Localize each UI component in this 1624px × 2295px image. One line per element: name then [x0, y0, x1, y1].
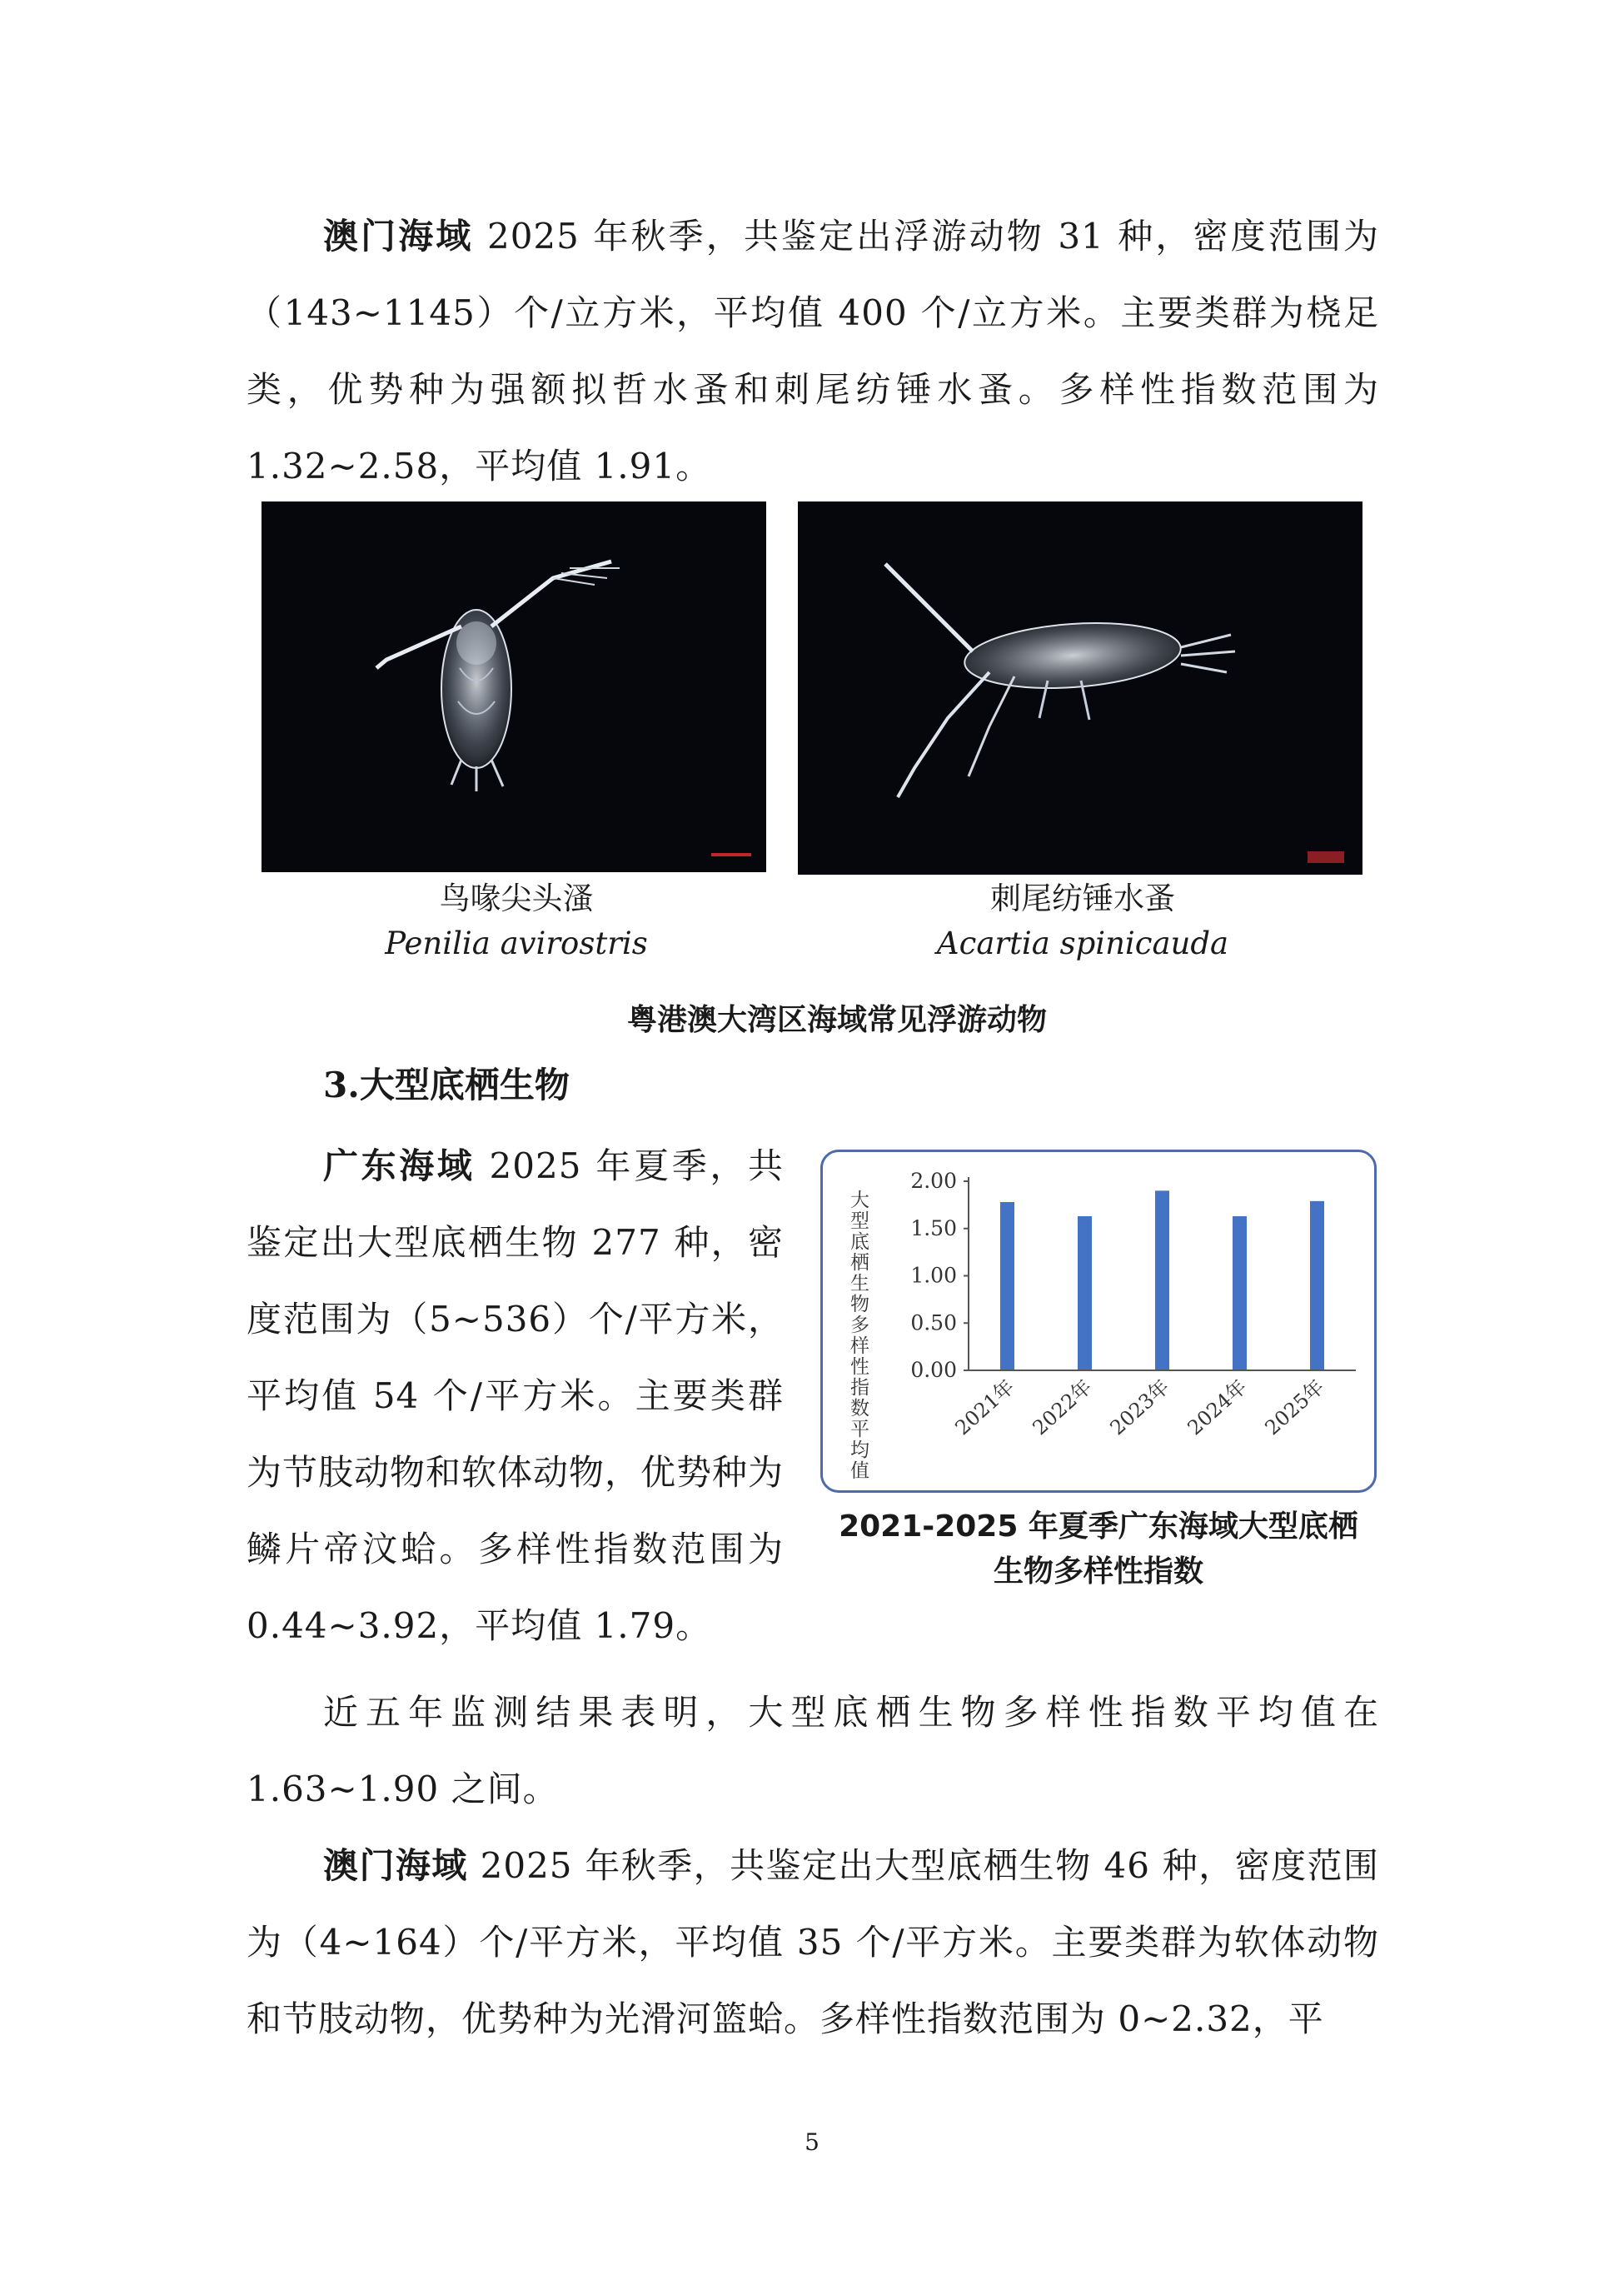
y-tick-label: 1.50 — [910, 1215, 957, 1240]
photo-acartia-spinicauda — [798, 501, 1362, 875]
x-tick-label: 2025年 — [1260, 1375, 1329, 1440]
photo-caption-left — [358, 876, 675, 966]
species-name-latin: Penilia avirostris — [385, 925, 648, 961]
chart-caption — [820, 1504, 1377, 1594]
diversity-index-chart — [820, 1150, 1377, 1493]
photo-penilia-avirostris — [262, 501, 766, 872]
bar-2025年 — [1310, 1201, 1324, 1370]
photo-figure-title: 粤港澳大湾区海域常见浮游动物 — [626, 1003, 1047, 1037]
x-tick-label: 2021年 — [950, 1375, 1019, 1440]
paragraph-five-year-summary — [247, 1674, 1379, 1828]
x-tick-label: 2024年 — [1183, 1375, 1252, 1440]
y-axis-label: 大型底栖生物多样性指数平均值 — [847, 1190, 869, 1481]
x-tick-label: 2023年 — [1105, 1375, 1174, 1440]
bar-chart — [823, 1152, 1374, 1490]
paragraph-text: 近五年监测结果表明，大型底栖生物多样性指数平均值在 1.63~1.90 之间。 — [247, 1692, 1379, 1809]
region-label-guangdong: 广东海域 — [323, 1145, 476, 1186]
species-name-cn: 刺尾纺锤水蚤 — [990, 881, 1175, 916]
species-name-latin: Acartia spinicauda — [936, 925, 1229, 961]
y-tick-label: 0.00 — [910, 1358, 957, 1382]
bar-2021年 — [1000, 1202, 1014, 1370]
chart-caption-line1: 2021-2025 年夏季广东海域大型底栖 — [839, 1509, 1358, 1544]
section-heading: 3.大型底栖生物 — [323, 1065, 570, 1105]
y-tick-label: 0.50 — [910, 1310, 957, 1335]
bar-2024年 — [1233, 1216, 1247, 1370]
region-label-macau: 澳门海域 — [323, 216, 474, 257]
photo-caption-right — [916, 876, 1249, 966]
species-name-cn: 鸟喙尖头溞 — [439, 881, 594, 916]
bar-2022年 — [1078, 1216, 1092, 1370]
chart-caption-line2: 生物多样性指数 — [993, 1554, 1203, 1589]
page-number: 5 — [805, 2128, 819, 2156]
bar-2023年 — [1155, 1190, 1169, 1370]
paragraph-macau-benthic — [247, 1828, 1379, 2058]
copepod-illustration — [798, 501, 1362, 875]
y-tick-label: 2.00 — [910, 1169, 957, 1193]
paragraph-text: 2025 年秋季，共鉴定出大型底栖生物 46 种，密度范围为（4~164）个/平方米，平均值 35 个/平方米。主要类群为软体动物和节肢动物，优势种为光滑河篮蛤。多样性指数范围为 0~2.32，平 — [247, 1845, 1379, 2039]
x-tick-label: 2022年 — [1028, 1375, 1097, 1440]
zooplankton-illustration — [262, 501, 766, 872]
paragraph-guangdong-benthic — [247, 1128, 784, 1664]
y-tick-label: 1.00 — [910, 1263, 957, 1288]
paragraph-text: 2025 年夏季，共鉴定出大型底栖生物 277 种，密度范围为（5~536）个/平方米，平均值 54 个/平方米。主要类群为节肢动物和软体动物，优势种为鳞片帝汶蛤。多样性指数范围为 0.44~3.92，平均值 1.79。 — [247, 1145, 785, 1646]
paragraph-macau-zooplankton — [247, 198, 1379, 505]
paragraph-text: 2025 年秋季，共鉴定出浮游动物 31 种，密度范围为（143~1145）个/立方米，平均值 400 个/立方米。主要类群为桡足类，优势种为强额拟哲水蚤和刺尾纺锤水蚤。多样性指数范围为 1.32~2.58，平均值 1.91。 — [247, 216, 1379, 486]
region-label-macau: 澳门海域 — [323, 1845, 468, 1886]
